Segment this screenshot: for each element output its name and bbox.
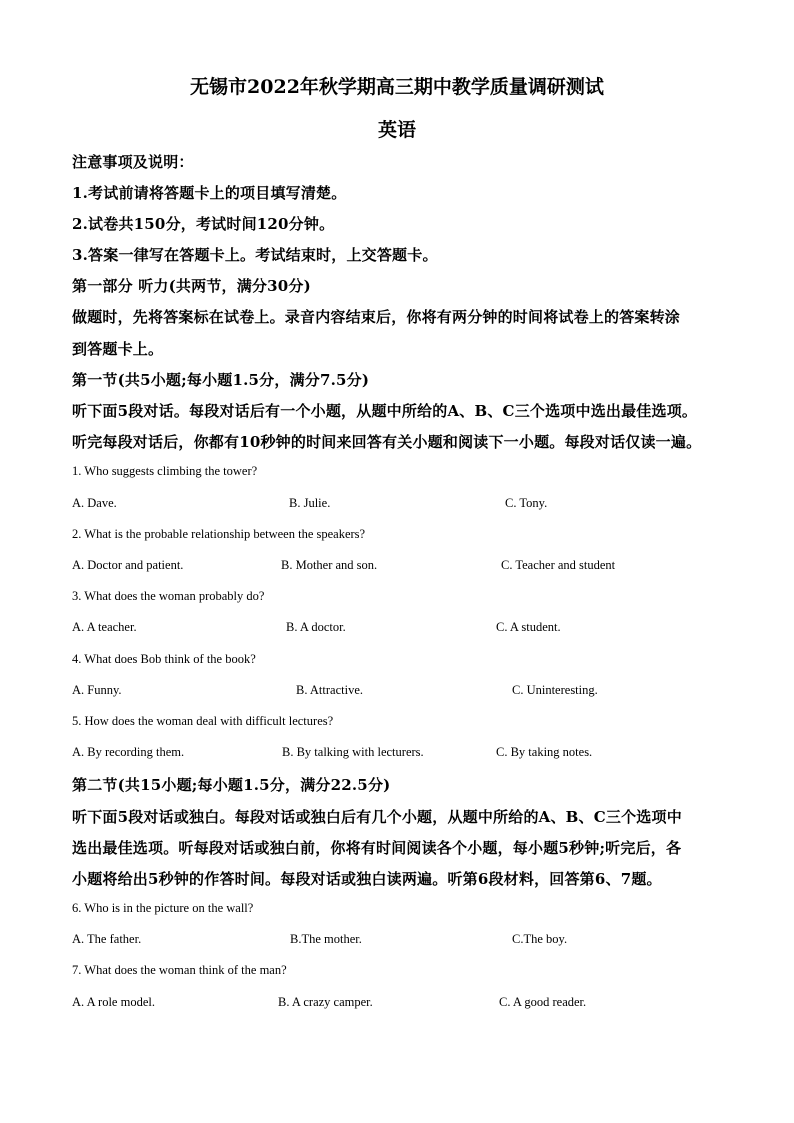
q2-option-a: A. Doctor and patient. <box>72 558 184 572</box>
question-6: 6. Who is in the picture on the wall? <box>72 901 254 915</box>
section2-instruction-line-3: 小题将给出5秒钟的作答时间。每段对话或独白读两遍。听第6段材料，回答第6、7题。 <box>72 870 662 888</box>
notes-item-1: 1.考试前请将答题卡上的项目填写清楚。 <box>72 184 347 202</box>
q1-option-a: A. Dave. <box>72 496 117 510</box>
q6-option-b: B.The mother. <box>290 932 362 946</box>
notes-item-3: 3.答案一律写在答题卡上。考试结束时，上交答题卡。 <box>72 246 438 264</box>
question-4: 4. What does Bob think of the book? <box>72 652 256 666</box>
question-5: 5. How does the woman deal with difficult lectures? <box>72 714 334 728</box>
notes-item-2: 2.试卷共150分，考试时间120分钟。 <box>72 215 335 233</box>
question-3: 3. What does the woman probably do? <box>72 589 265 603</box>
q5-option-c: C. By taking notes. <box>496 745 593 759</box>
section2-instruction-line-1: 听下面5段对话或独白。每段对话或独白后有几个小题，从题中所给的A、B、C三个选项中 <box>72 808 682 826</box>
question-2: 2. What is the probable relationship between the speakers? <box>72 527 366 541</box>
q3-option-a: A. A teacher. <box>72 620 137 634</box>
q4-option-c: C. Uninteresting. <box>512 683 598 697</box>
part1-heading: 第一部分 听力(共两节，满分30分) <box>72 277 311 295</box>
part1-instruction-line-1: 做题时，先将答案标在试卷上。录音内容结束后，你将有两分钟的时间将试卷上的答案转涂 <box>72 308 681 326</box>
q4-option-a: A. Funny. <box>72 683 122 697</box>
q3-option-c: C. A student. <box>496 620 561 634</box>
q1-option-c: C. Tony. <box>505 496 548 510</box>
q6-option-a: A. The father. <box>72 932 142 946</box>
section2-instruction-line-2: 选出最佳选项。听每段对话或独白前，你将有时间阅读各个小题，每小题5秒钟;听完后，各 <box>72 839 682 857</box>
q2-option-b: B. Mother and son. <box>281 558 378 572</box>
section2-heading: 第二节(共15小题;每小题1.5分，满分22.5分) <box>72 776 391 794</box>
q5-option-a: A. By recording them. <box>72 745 185 759</box>
exam-title: 无锡市2022年秋学期高三期中教学质量调研测试 <box>190 76 604 98</box>
q3-option-b: B. A doctor. <box>286 620 346 634</box>
q6-option-c: C.The boy. <box>512 932 568 946</box>
section1-instruction-line-1: 听下面5段对话。每段对话后有一个小题，从题中所给的A、B、C三个选项中选出最佳选项。 <box>72 402 698 420</box>
part1-instruction-line-2: 到答题卡上。 <box>72 340 164 358</box>
subject-title: 英语 <box>377 119 416 141</box>
q5-option-b: B. By talking with lecturers. <box>282 745 424 759</box>
q4-option-b: B. Attractive. <box>296 683 363 697</box>
question-7: 7. What does the woman think of the man? <box>72 963 287 977</box>
q7-option-c: C. A good reader. <box>499 995 587 1009</box>
question-1: 1. Who suggests climbing the tower? <box>72 464 258 478</box>
q7-option-b: B. A crazy camper. <box>278 995 373 1009</box>
q2-option-c: C. Teacher and student <box>501 558 616 572</box>
q7-option-a: A. A role model. <box>72 995 155 1009</box>
section1-heading: 第一节(共5小题;每小题1.5分，满分7.5分) <box>72 371 370 389</box>
section1-instruction-line-2: 听完每段对话后，你都有10秒钟的时间来回答有关小题和阅读下一小题。每段对话仅读一遍。 <box>72 433 702 451</box>
q1-option-b: B. Julie. <box>289 496 331 510</box>
notes-heading: 注意事项及说明： <box>72 153 194 171</box>
